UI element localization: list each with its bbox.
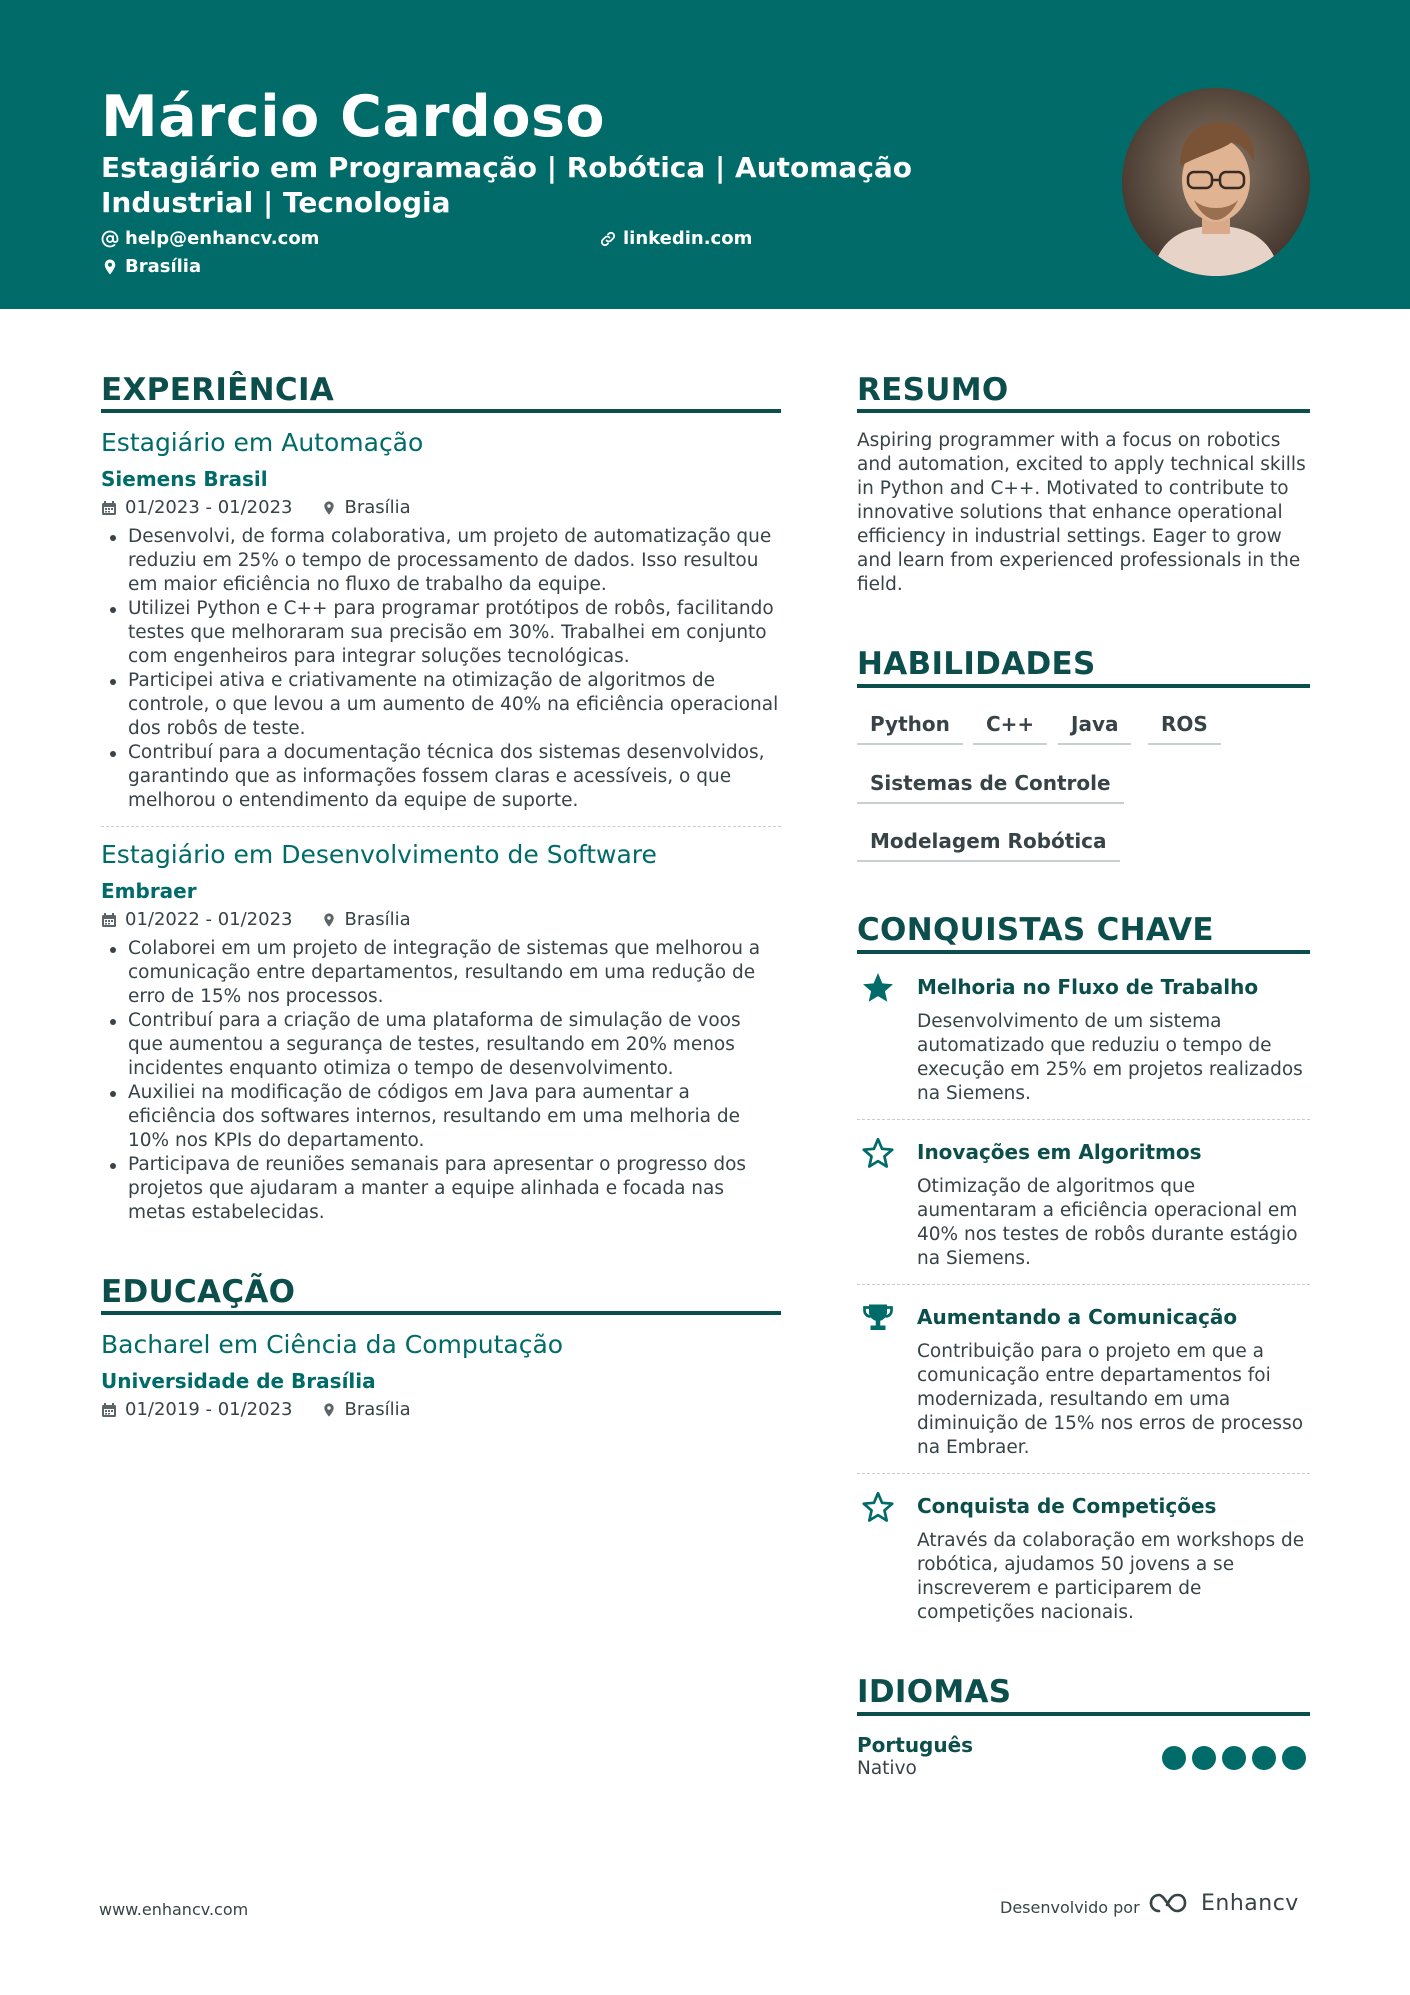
skill-tag: Python (857, 705, 963, 745)
language-level: Nativo (857, 1758, 917, 1779)
bullet-item: Participava de reuniões semanais para apresentar o progresso dos projetos que ajudaram a manter a equipe alinhada e focada nas metas estabelecidas. (101, 1153, 781, 1225)
star-filled-icon (860, 970, 896, 1006)
job-company: Embraer (101, 879, 197, 903)
enhancv-brand: Enhancv (1201, 1890, 1299, 1916)
job-title: Estagiário em Automação (101, 428, 424, 457)
bullet-item: Contribuí para a documentação técnica dos sistemas desenvolvidos, garantindo que as informações fossem claras e acessíveis, o que melhorou o entendimento da equipe de suporte. (101, 741, 781, 813)
trophy-icon (860, 1300, 896, 1336)
rating-dot (1222, 1746, 1246, 1770)
job-meta (101, 909, 411, 930)
job-company: Siemens Brasil (101, 467, 268, 491)
summary-text: Aspiring programmer with a focus on robotics and automation, excited to apply technical skills in Python and C++. Motivated to contribute to innovative solutions that enhance operational efficiency in industrial settings. Eager to grow and learn from experienced professionals in the field. (857, 430, 1306, 595)
job-dates: 01/2022 - 01/2023 (125, 909, 293, 930)
job-dates: 01/2023 - 01/2023 (125, 497, 293, 518)
enhancv-logo-icon (1147, 1890, 1193, 1916)
achievement-title: Aumentando a Comunicação (917, 1305, 1238, 1329)
location-pin-icon (321, 1402, 337, 1418)
job-bullets (101, 525, 781, 813)
education-meta (101, 1399, 411, 1420)
rating-dot (1162, 1746, 1186, 1770)
job-location: Brasília (344, 909, 411, 930)
location-pin-icon (101, 258, 119, 276)
bullet-item: Colaborei em um projeto de integração de sistemas que melhorou a comunicação entre departamentos, resultando em uma redução de erro de 15% nos processos. (101, 937, 781, 1009)
rating-dot (1252, 1746, 1276, 1770)
skill-tag: Sistemas de Controle (857, 764, 1124, 804)
summary-rule (857, 409, 1310, 413)
language-rating (1162, 1746, 1306, 1770)
footer-powered-by: Desenvolvido por (1000, 1898, 1140, 1917)
achievement-title: Inovações em Algoritmos (917, 1140, 1202, 1164)
achievement-divider (857, 1284, 1310, 1285)
calendar-icon (101, 500, 117, 516)
job-bullets (101, 937, 781, 1225)
achievement-desc: Através da colaboração em workshops de robótica, ajudamos 50 jovens a se inscreverem e participarem de competições nacionais. (917, 1530, 1305, 1623)
star-outline-icon (860, 1135, 896, 1171)
footer-url[interactable]: www.enhancv.com (99, 1900, 249, 1919)
calendar-icon (101, 1402, 117, 1418)
bullet-item: Contribuí para a criação de uma plataforma de simulação de voos que aumentou a segurança de testes, resultando em 20% menos incidentes enquanto otimiza o tempo de desenvolvimento. (101, 1009, 781, 1081)
achievement-title: Melhoria no Fluxo de Trabalho (917, 975, 1259, 999)
achievement-divider (857, 1473, 1310, 1474)
location-pin-icon (321, 912, 337, 928)
skills-rule (857, 684, 1310, 688)
rating-dot (1192, 1746, 1216, 1770)
enhancv-logo[interactable] (1147, 1890, 1299, 1916)
education-rule (101, 1311, 781, 1315)
skill-tag: Java (1058, 705, 1131, 745)
languages-rule (857, 1712, 1310, 1716)
achievements-rule (857, 950, 1310, 954)
achievements-section-title: CONQUISTAS CHAVE (857, 912, 1214, 948)
achievement-desc: Contribuição para o projeto em que a comunicação entre departamentos foi modernizada, resultando em uma diminuição de 15% nos erros de processo na Embraer. (917, 1341, 1304, 1458)
candidate-name: Márcio Cardoso (101, 84, 606, 150)
bullet-item: Desenvolvi, de forma colaborativa, um projeto de automatização que reduziu em 25% o tempo de processamento de dados. Isso resultou em maior eficiência no fluxo de trabalho da equipe. (101, 525, 781, 597)
job-location: Brasília (344, 497, 411, 518)
experience-section-title: EXPERIÊNCIA (101, 372, 335, 408)
job-divider (101, 826, 781, 827)
header-band (0, 0, 1410, 309)
bullet-item: Participei ativa e criativamente na otimização de algoritmos de controle, o que levou a um aumento de 40% na eficiência operacional dos robôs de teste. (101, 669, 781, 741)
rating-dot (1282, 1746, 1306, 1770)
language-name: Português (857, 1733, 974, 1757)
skills-section-title: HABILIDADES (857, 646, 1096, 682)
languages-section-title: IDIOMAS (857, 1674, 1012, 1710)
bullet-item: Utilizei Python e C++ para programar protótipos de robôs, facilitando testes que melhoraram sua precisão em 30%. Trabalhei em conjunto com engenheiros para integrar soluções tecnológicas. (101, 597, 781, 669)
education-location: Brasília (344, 1399, 411, 1420)
skill-tag: C++ (973, 705, 1047, 745)
bullet-item: Auxiliei na modificação de códigos em Java para aumentar a eficiência dos softwares internos, resultando em uma melhoria de 10% nos KPIs do departamento. (101, 1081, 781, 1153)
school-name: Universidade de Brasília (101, 1369, 376, 1393)
skill-tag: Modelagem Robótica (857, 822, 1120, 862)
contact-location (101, 256, 201, 277)
achievement-divider (857, 1119, 1310, 1120)
location-pin-icon (321, 500, 337, 516)
contact-email[interactable] (101, 228, 319, 249)
contact-linkedin[interactable] (599, 228, 752, 249)
experience-rule (101, 409, 781, 413)
headline: Estagiário em Programação | Robótica | Automação Industrial | Tecnologia (101, 151, 913, 219)
achievement-title: Conquista de Competições (917, 1494, 1217, 1518)
education-section-title: EDUCAÇÃO (101, 1274, 296, 1310)
job-title: Estagiário em Desenvolvimento de Software (101, 840, 657, 869)
summary-section-title: RESUMO (857, 372, 1009, 408)
contact-linkedin-text: linkedin.com (623, 228, 753, 249)
education-dates: 01/2019 - 01/2023 (125, 1399, 293, 1420)
contact-email-text: help@enhancv.com (125, 228, 320, 249)
achievement-desc: Otimização de algoritmos que aumentaram a eficiência operacional em 40% nos testes de robôs durante estágio na Siemens. (917, 1176, 1298, 1269)
at-icon (101, 230, 119, 248)
link-icon (599, 230, 617, 248)
star-outline-icon (860, 1489, 896, 1525)
achievement-desc: Desenvolvimento de um sistema automatizado que reduziu o tempo de execução em 25% em projetos realizados na Siemens. (917, 1011, 1303, 1104)
skill-tag: ROS (1148, 705, 1221, 745)
contact-location-text: Brasília (125, 256, 202, 277)
profile-photo (1122, 88, 1310, 276)
job-meta (101, 497, 411, 518)
degree-title: Bacharel em Ciência da Computação (101, 1330, 564, 1359)
calendar-icon (101, 912, 117, 928)
